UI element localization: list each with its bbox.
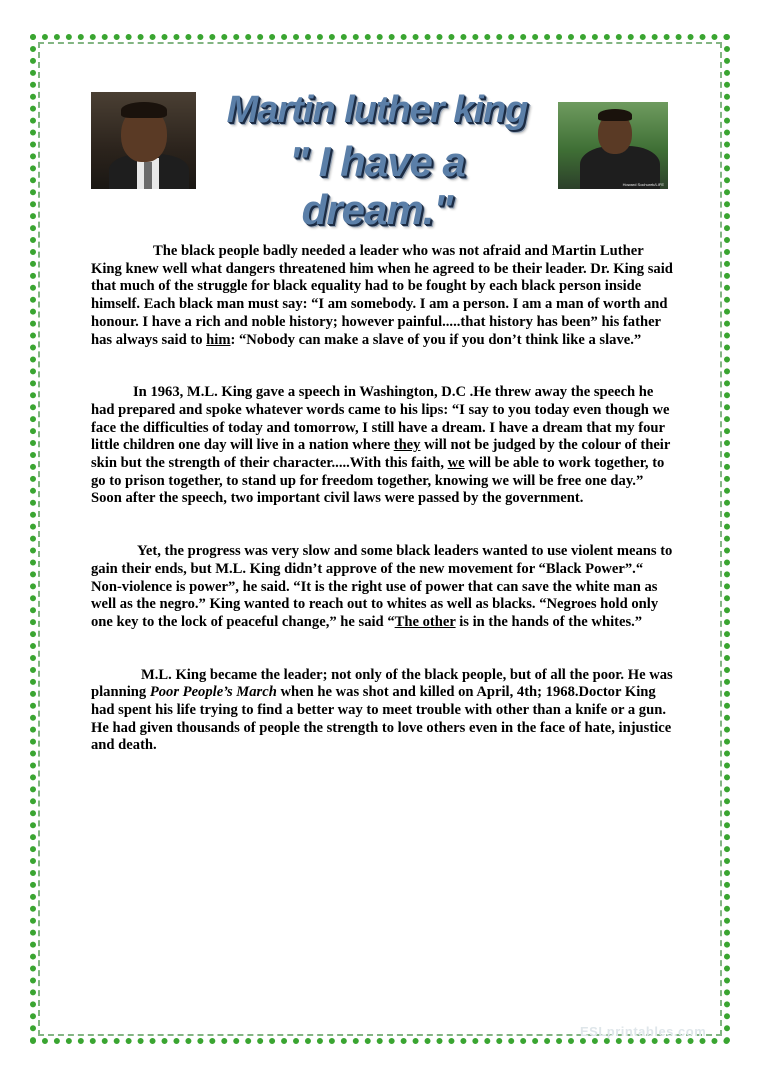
paragraph-4	[91, 667, 673, 756]
paragraph-3	[91, 543, 673, 632]
paragraph-3-text-b: is in the hands of the whites.”	[455, 613, 643, 630]
paragraph-3-text-a: Yet, the progress was very slow and some black leaders wanted to use violent means to gain their ends, but M.L. King didn’t approve of the new movement for “Black Power”.“ Non-violence is power”, he said. “It is the right use of power that can save the white man as well as the negro.” King wanted to reach out to whites as well as blacks. “Negroes hold only one key to the lock of peaceful change,” he said “	[91, 543, 673, 630]
portrait-photo-left	[91, 92, 196, 189]
paragraph-2	[91, 384, 673, 508]
paragraph-1-text-a: The black people badly needed a leader who was not afraid and Martin Luther King knew well what dangers threatened him when he agreed to be their leader. Dr. King said that much of the struggle for black equality had to be fought by each black person inside himself. Each black man must say: “I am somebody. I am a person. I am a man of worth and honour. I have a rich and noble history; however painful.....that history has been” his father has always said to	[91, 243, 673, 348]
article-body	[91, 243, 673, 755]
paragraph-2-text-b: will not be judged by the colour of their skin but the strength of their character.....With this faith,	[91, 437, 671, 472]
paragraph-2-underlined-2: we	[447, 455, 465, 472]
hair-shape	[598, 109, 632, 121]
paragraph-3-underlined: The other	[394, 613, 456, 630]
paragraph-gap	[91, 632, 673, 667]
page-subtitle: " I have a dream."	[289, 138, 465, 233]
paragraph-1	[91, 243, 673, 349]
paragraph-1-text-b: : “Nobody can make a slave of you if you don’t think like a slave.”	[230, 331, 642, 348]
paragraph-2-text-a: In 1963, M.L. King gave a speech in Washington, D.C .He threw away the speech he had prepared and spoke whatever words came to his lips: “I say to you today even though we face the difficulties of today and tomorrow, I still have a dream. I have a dream that my four little children one day will live in a nation where	[91, 384, 670, 454]
paragraph-4-text-a: M.L. King became the leader; not only of the black people, but of all the poor. He was planning	[91, 666, 673, 701]
tie-shape	[144, 162, 152, 189]
page-title: Martin luther king	[226, 89, 528, 131]
photo-credit: Howard Sochurek/LIFE	[622, 182, 664, 187]
paragraph-2-text-c: will be able to work together, to go to prison together, to stand up for freedom together, knowing we will be free one day.” Soon after the speech, two important civil laws were passed by the government.	[91, 455, 665, 507]
paragraph-2-underlined-1: they	[393, 437, 421, 454]
portrait-photo-right	[558, 102, 668, 189]
watermark: ESLprintables.com	[580, 1024, 707, 1039]
paragraph-4-text-b: when he was shot and killed on April, 4th; 1968.Doctor King had spent his life trying to find a better way to meet trouble with other than a knife or a gun. He had given thousands of people the strength to love others even in the face of hate, injustice and death.	[91, 684, 672, 754]
paragraph-gap	[91, 508, 673, 543]
paragraph-gap	[91, 349, 673, 384]
hair-shape	[121, 102, 167, 118]
paragraph-1-underlined: him	[206, 331, 231, 348]
paragraph-4-italic: Poor People’s March	[149, 684, 277, 701]
